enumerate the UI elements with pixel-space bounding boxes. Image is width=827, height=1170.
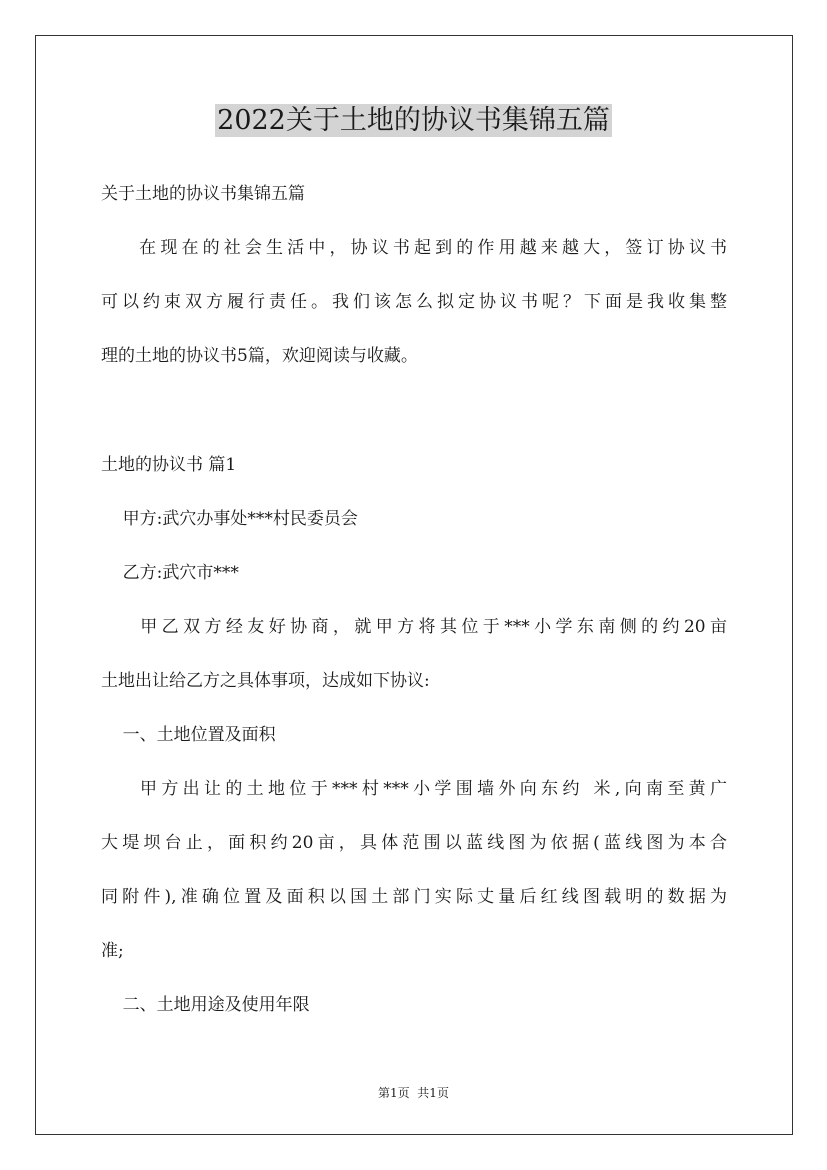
- party-b-line: 乙方:武穴市***: [101, 563, 239, 583]
- document-title: [0, 101, 827, 141]
- clause-heading: 一、土地位置及面积: [101, 725, 276, 745]
- paragraph-line: 准;: [101, 941, 124, 961]
- paragraph-line: 甲乙双方经友好协商，就甲方将其位于***小学东南侧的约20亩: [101, 617, 727, 637]
- paragraph-line: 土地出让给乙方之具体事项，达成如下协议:: [101, 671, 430, 691]
- paragraph-line: 可以约束双方履行责任。我们该怎么拟定协议书呢？下面是我收集整: [101, 292, 727, 312]
- page-number: 第1页 共1页: [378, 1086, 449, 1100]
- document-title-text: 2022关于土地的协议书集锦五篇: [217, 105, 610, 136]
- page-footer: [0, 1085, 827, 1101]
- paragraph-line: 理的土地的协议书5篇，欢迎阅读与收藏。: [101, 346, 418, 366]
- paragraph-line: 甲方出让的土地位于***村***小学围墙外向东约 米,向南至黄广: [101, 779, 727, 799]
- clause-heading: 二、土地用途及使用年限: [101, 995, 310, 1015]
- paragraph-line: 在现在的社会生活中，协议书起到的作用越来越大，签订协议书: [101, 238, 727, 258]
- paragraph-line: 大堤坝台止，面积约20亩，具体范围以蓝线图为依据(蓝线图为本合: [101, 833, 727, 853]
- paragraph-line: 同附件),准确位置及面积以国土部门实际丈量后红线图载明的数据为: [101, 887, 727, 907]
- party-a-line: 甲方:武穴办事处***村民委员会: [101, 509, 358, 529]
- document-subtitle: 关于土地的协议书集锦五篇: [101, 184, 305, 204]
- section-heading: 土地的协议书 篇1: [101, 455, 237, 475]
